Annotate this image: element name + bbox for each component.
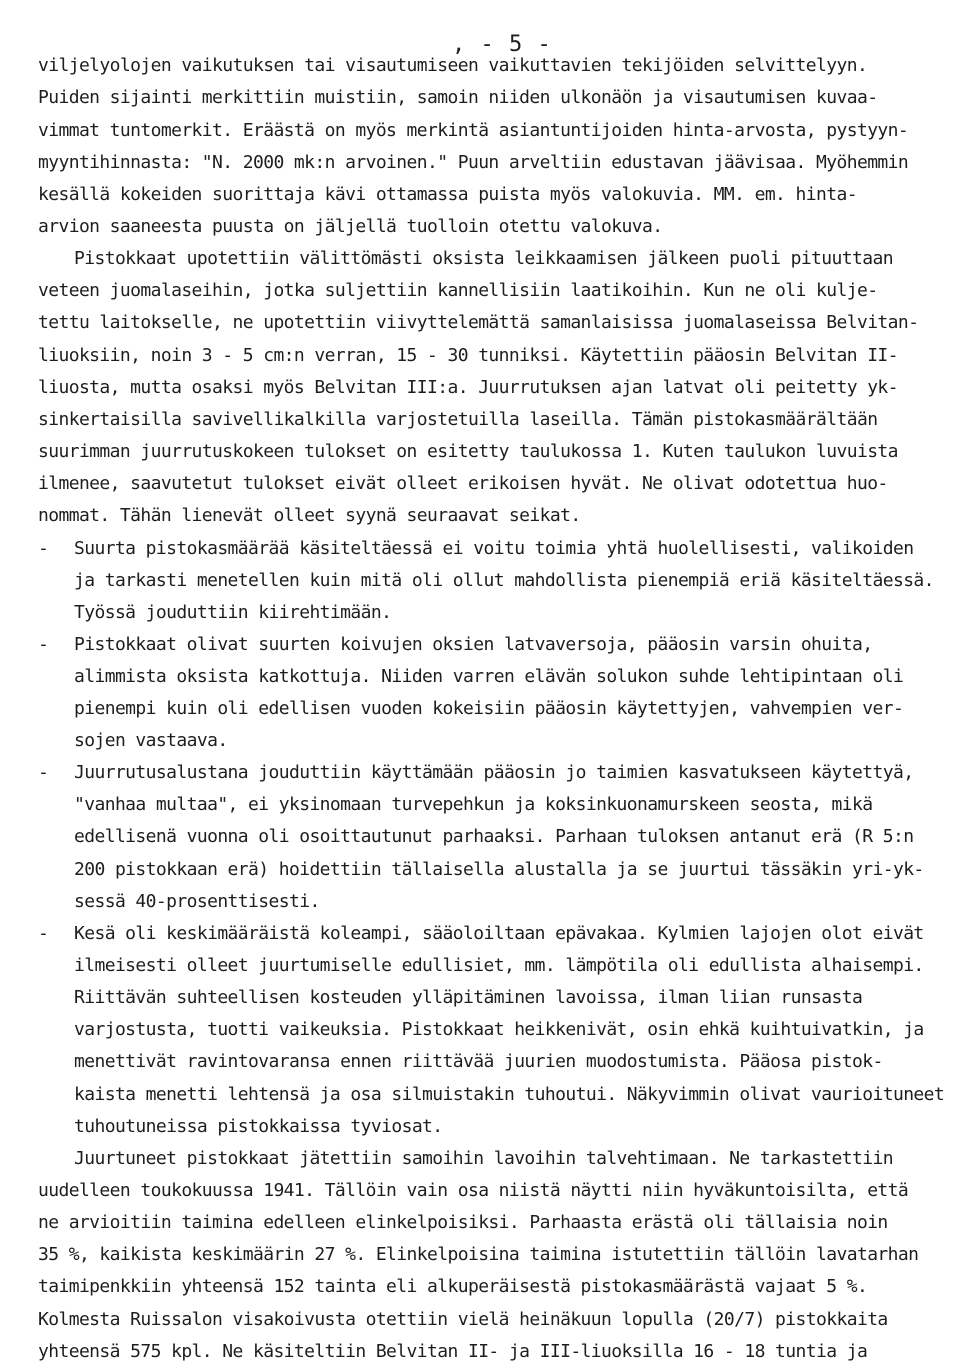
list-dash: - <box>38 634 49 655</box>
text-line: liuosta, mutta osaksi myös Belvitan III:a. Juurrutuksen ajan latvat oli peitetty yk- <box>38 377 898 398</box>
text-line: viljelyolojen vaikutuksen tai visautumiseen vaikuttavien tekijöiden selvittelyyn. <box>38 55 868 76</box>
text-line: pienempi kuin oli edellisen vuoden kokeisiin pääosin käytettyjen, vahvempien ver- <box>74 698 904 719</box>
text-line: 35 %, kaikista keskimäärin 27 %. Elinkelpoisina taimina istutettiin tällöin lavatarhan <box>38 1244 919 1265</box>
text-line: Riittävän suhteellisen kosteuden ylläpitäminen lavoissa, ilman liian runsasta <box>74 987 863 1008</box>
text-line: varjostusta, tuotti vaikeuksia. Pistokkaat heikkenivät, osin ehkä kuihtuivatkin, ja <box>74 1019 924 1040</box>
text-line: arvion saaneesta puusta on jäljellä tuolloin otettu valokuva. <box>38 216 663 237</box>
text-line: ilmenee, saavutetut tulokset eivät olleet erikoisen hyvät. Ne olivat odotettua huo- <box>38 473 888 494</box>
text-line: Työssä jouduttiin kiirehtimään. <box>74 602 392 623</box>
text-line: ja tarkasti menetellen kuin mitä oli ollut mahdollista pienempiä eriä käsiteltäessä. <box>74 570 934 591</box>
text-line: sessä 40-prosenttisesti. <box>74 891 320 912</box>
list-dash: - <box>38 762 49 783</box>
text-line: kaista menetti lehtensä ja osa silmuistakin tuhoutui. Näkyvimmin olivat vaurioituneet <box>74 1084 945 1105</box>
text-line: liuoksiin, noin 3 - 5 cm:n verran, 15 - 30 tunniksi. Käytettiin pääosin Belvitan II- <box>38 345 898 366</box>
text-line: sinkertaisilla savivellikalkilla varjostetuilla laseilla. Tämän pistokasmäärältään <box>38 409 878 430</box>
text-line: yhteensä 575 kpl. Ne käsiteltiin Belvitan II- ja III-liuoksilla 16 - 18 tuntia ja <box>38 1341 868 1362</box>
text-line: alimmista oksista katkottuja. Niiden varren elävän solukon suhde lehtipintaan oli <box>74 666 904 687</box>
text-line: ne arvioitiin taimina edelleen elinkelpoisiksi. Parhaasta erästä oli tällaisia noin <box>38 1212 888 1233</box>
text-line: Pistokkaat upotettiin välittömästi oksista leikkaamisen jälkeen puoli pituuttaan <box>74 248 893 269</box>
text-line: Suurta pistokasmäärää käsiteltäessä ei voitu toimia yhtä huolellisesti, valikoiden <box>74 538 914 559</box>
text-line: ilmeisesti olleet juurtumiselle edullisiet, mm. lämpötila oli edullista alhaisempi. <box>74 955 924 976</box>
text-line: sojen vastaava. <box>74 730 228 751</box>
text-line: vimmat tuntomerkit. Eräästä on myös merkintä asiantuntijoiden hinta-arvosta, pystyyn- <box>38 120 909 141</box>
text-line: uudelleen toukokuussa 1941. Tällöin vain osa niistä näytti niin hyväkuntoisilta, että <box>38 1180 909 1201</box>
text-line: Pistokkaat olivat suurten koivujen oksien latvaversoja, pääosin varsin ohuita, <box>74 634 873 655</box>
text-line: Kesä oli keskimääräistä koleampi, sääoloiltaan epävakaa. Kylmien lajojen olot eivät <box>74 923 924 944</box>
list-dash: - <box>38 538 49 559</box>
text-line: tettu laitokselle, ne upotettiin viivyttelemättä samanlaisissa juomalaseissa Belvitan- <box>38 312 919 333</box>
text-line: Juurrutusalustana jouduttiin käyttämään pääosin jo taimien kasvatukseen käytettyä, <box>74 762 914 783</box>
text-line: tuhoutuneissa pistokkaissa tyviosat. <box>74 1116 443 1137</box>
page-number: , - 5 - <box>452 32 552 57</box>
text-line: Kolmesta Ruissalon visakoivusta otettiin vielä heinäkuun lopulla (20/7) pistokkaita <box>38 1309 888 1330</box>
text-line: veteen juomalaseihin, jotka suljettiin kannellisiin laatikoihin. Kun ne oli kulje- <box>38 280 878 301</box>
text-line: taimipenkkiin yhteensä 152 tainta eli alkuperäisestä pistokasmäärästä vajaat 5 %. <box>38 1276 868 1297</box>
text-line: kesällä kokeiden suorittaja kävi ottamassa puista myös valokuvia. MM. em. hinta- <box>38 184 857 205</box>
text-line: menettivät ravintovaransa ennen riittävää juurien muodostumista. Pääosa pistok- <box>74 1051 883 1072</box>
text-line: Juurtuneet pistokkaat jätettiin samoihin lavoihin talvehtimaan. Ne tarkastettiin <box>74 1148 893 1169</box>
text-line: edellisenä vuonna oli osoittautunut parhaaksi. Parhaan tuloksen antanut erä (R 5:n <box>74 826 914 847</box>
text-line: "vanhaa multaa", ei yksinomaan turvepehkun ja koksinkuonamurskeen seosta, mikä <box>74 794 873 815</box>
list-dash: - <box>38 923 49 944</box>
text-line: Puiden sijainti merkittiin muistiin, samoin niiden ulkonäön ja visautumisen kuvaa- <box>38 87 878 108</box>
text-line: 200 pistokkaan erä) hoidettiin tällaisella alustalla ja se juurtui tässäkin yri-yk- <box>74 859 924 880</box>
text-line: nommat. Tähän lienevät olleet syynä seuraavat seikat. <box>38 505 581 526</box>
text-line: suurimman juurrutuskokeen tulokset on esitetty taulukossa 1. Kuten taulukon luvuista <box>38 441 898 462</box>
text-line: myyntihinnasta: "N. 2000 mk:n arvoinen." Puun arveltiin edustavan jäävisaa. Myöhemmin <box>38 152 909 173</box>
